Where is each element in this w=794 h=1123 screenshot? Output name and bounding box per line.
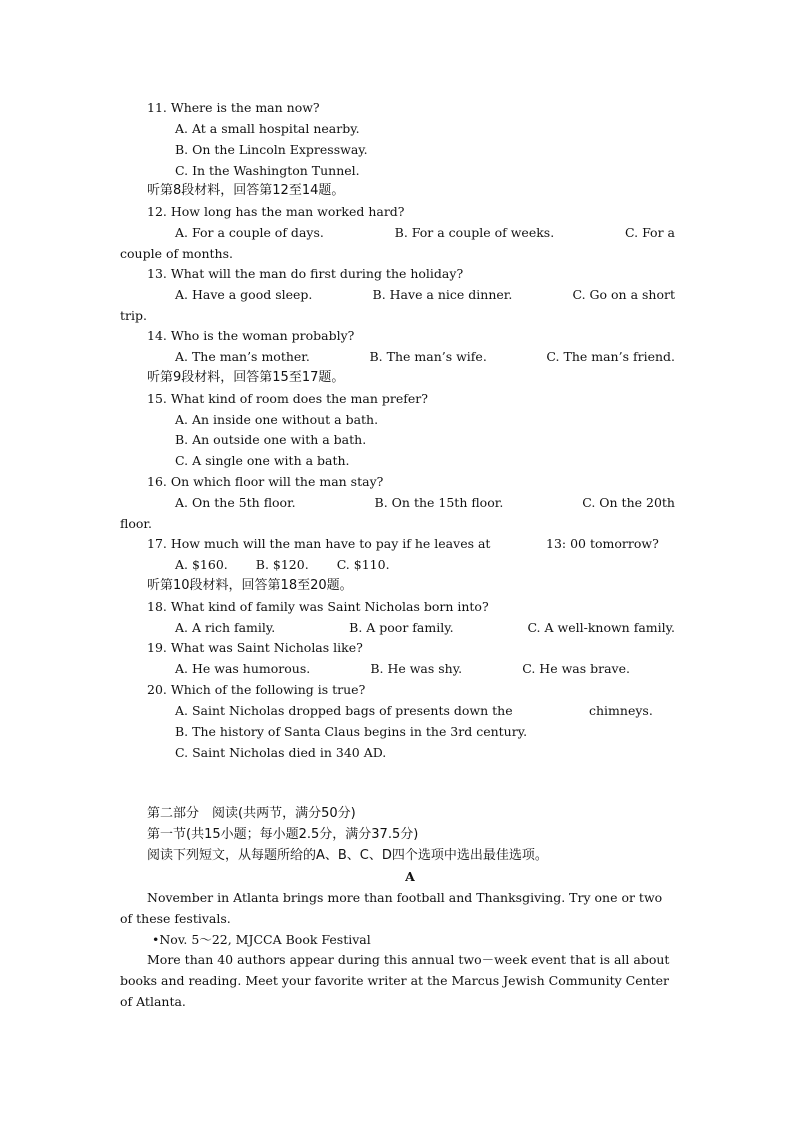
question-19: 19. What was Saint Nicholas like? bbox=[147, 640, 363, 655]
reading-instruction: 阅读下列短文，从每题所给的A、B、C、D四个选项中选出最佳选项。 bbox=[147, 848, 548, 863]
q17-option-b: B. $120. bbox=[255, 557, 309, 572]
section-9-instruction: 听第9段材料，回答第15至17题。 bbox=[147, 370, 345, 385]
question-17: 17. How much will the man have to pay if he leaves at bbox=[147, 536, 491, 551]
q19-option-a: A. He was humorous. bbox=[175, 661, 311, 676]
q20-option-a: A. Saint Nicholas dropped bags of presents down the bbox=[175, 703, 513, 718]
question-13: 13. What will the man do first during the holiday? bbox=[147, 266, 464, 281]
q17-options bbox=[175, 557, 390, 573]
q12-options bbox=[175, 225, 675, 241]
q16-option-c: C. On the 20th bbox=[582, 495, 675, 510]
q13-option-c-continued: trip. bbox=[120, 308, 147, 323]
q16-option-c-continued: floor. bbox=[120, 516, 152, 531]
q13-options bbox=[175, 287, 675, 303]
question-20: 20. Which of the following is true? bbox=[147, 682, 366, 697]
q16-option-b: B. On the 15th floor. bbox=[374, 495, 504, 510]
q19-options bbox=[175, 661, 630, 677]
q13-option-b: B. Have a nice dinner. bbox=[372, 287, 513, 302]
q19-option-b: B. He was shy. bbox=[370, 661, 463, 676]
q12-option-a: A. For a couple of days. bbox=[175, 225, 324, 240]
q15-option-a: A. An inside one without a bath. bbox=[175, 412, 379, 427]
q13-option-c: C. Go on a short bbox=[572, 287, 675, 302]
q13-option-a: A. Have a good sleep. bbox=[175, 287, 313, 302]
q11-option-a: A. At a small hospital nearby. bbox=[175, 121, 360, 136]
q14-option-b: B. The man’s wife. bbox=[369, 349, 487, 364]
question-18: 18. What kind of family was Saint Nicholas born into? bbox=[147, 599, 489, 614]
passage-paragraph-2-line-2: books and reading. Meet your favorite writer at the Marcus Jewish Community Center bbox=[120, 973, 670, 988]
q12-option-c-continued: couple of months. bbox=[120, 246, 233, 261]
q18-option-b: B. A poor family. bbox=[349, 620, 454, 635]
question-15: 15. What kind of room does the man prefer? bbox=[147, 391, 428, 406]
question-17-time: 13: 00 tomorrow? bbox=[546, 536, 659, 551]
q20-option-a-tail: chimneys. bbox=[589, 703, 653, 718]
q11-option-b: B. On the Lincoln Expressway. bbox=[175, 142, 368, 157]
q18-option-c: C. A well-known family. bbox=[527, 620, 675, 635]
q19-option-c: C. He was brave. bbox=[522, 661, 630, 676]
q16-options bbox=[175, 495, 675, 511]
q17-option-c: C. $110. bbox=[336, 557, 390, 572]
question-14: 14. Who is the woman probably? bbox=[147, 328, 355, 343]
q14-options bbox=[175, 349, 675, 365]
q14-option-c: C. The man’s friend. bbox=[546, 349, 675, 364]
q20-option-c: C. Saint Nicholas died in 340 AD. bbox=[175, 745, 387, 760]
section-8-instruction: 听第8段材料，回答第12至14题。 bbox=[147, 183, 345, 198]
q18-option-a: A. A rich family. bbox=[175, 620, 276, 635]
q14-option-a: A. The man’s mother. bbox=[175, 349, 310, 364]
question-12: 12. How long has the man worked hard? bbox=[147, 204, 405, 219]
q15-option-b: B. An outside one with a bath. bbox=[175, 432, 367, 447]
passage-paragraph-1-line-2: of these festivals. bbox=[120, 911, 231, 926]
q12-option-c: C. For a bbox=[625, 225, 675, 240]
q18-options bbox=[175, 620, 675, 636]
question-11: 11. Where is the man now? bbox=[147, 100, 320, 115]
question-16: 16. On which floor will the man stay? bbox=[147, 474, 384, 489]
q12-option-b: B. For a couple of weeks. bbox=[394, 225, 555, 240]
passage-label: A bbox=[405, 869, 415, 884]
festival-bullet: •Nov. 5～22, MJCCA Book Festival bbox=[152, 932, 371, 947]
section-10-instruction: 听第10段材料，回答第18至20题。 bbox=[147, 578, 353, 593]
passage-paragraph-2-line-1: More than 40 authors appear during this annual two－week event that is all about bbox=[147, 952, 670, 967]
q15-option-c: C. A single one with a bath. bbox=[175, 453, 350, 468]
q11-option-c: C. In the Washington Tunnel. bbox=[175, 163, 360, 178]
reading-part-heading: 第二部分 阅读(共两节，满分50分) bbox=[147, 806, 356, 821]
reading-section-heading: 第一节(共15小题；每小题2.5分，满分37.5分) bbox=[147, 827, 419, 842]
passage-paragraph-1-line-1: November in Atlanta brings more than football and Thanksgiving. Try one or two bbox=[147, 890, 663, 905]
q17-option-a: A. $160. bbox=[175, 557, 228, 572]
q16-option-a: A. On the 5th floor. bbox=[175, 495, 296, 510]
passage-paragraph-2-line-3: of Atlanta. bbox=[120, 994, 186, 1009]
q20-option-b: B. The history of Santa Claus begins in the 3rd century. bbox=[175, 724, 528, 739]
